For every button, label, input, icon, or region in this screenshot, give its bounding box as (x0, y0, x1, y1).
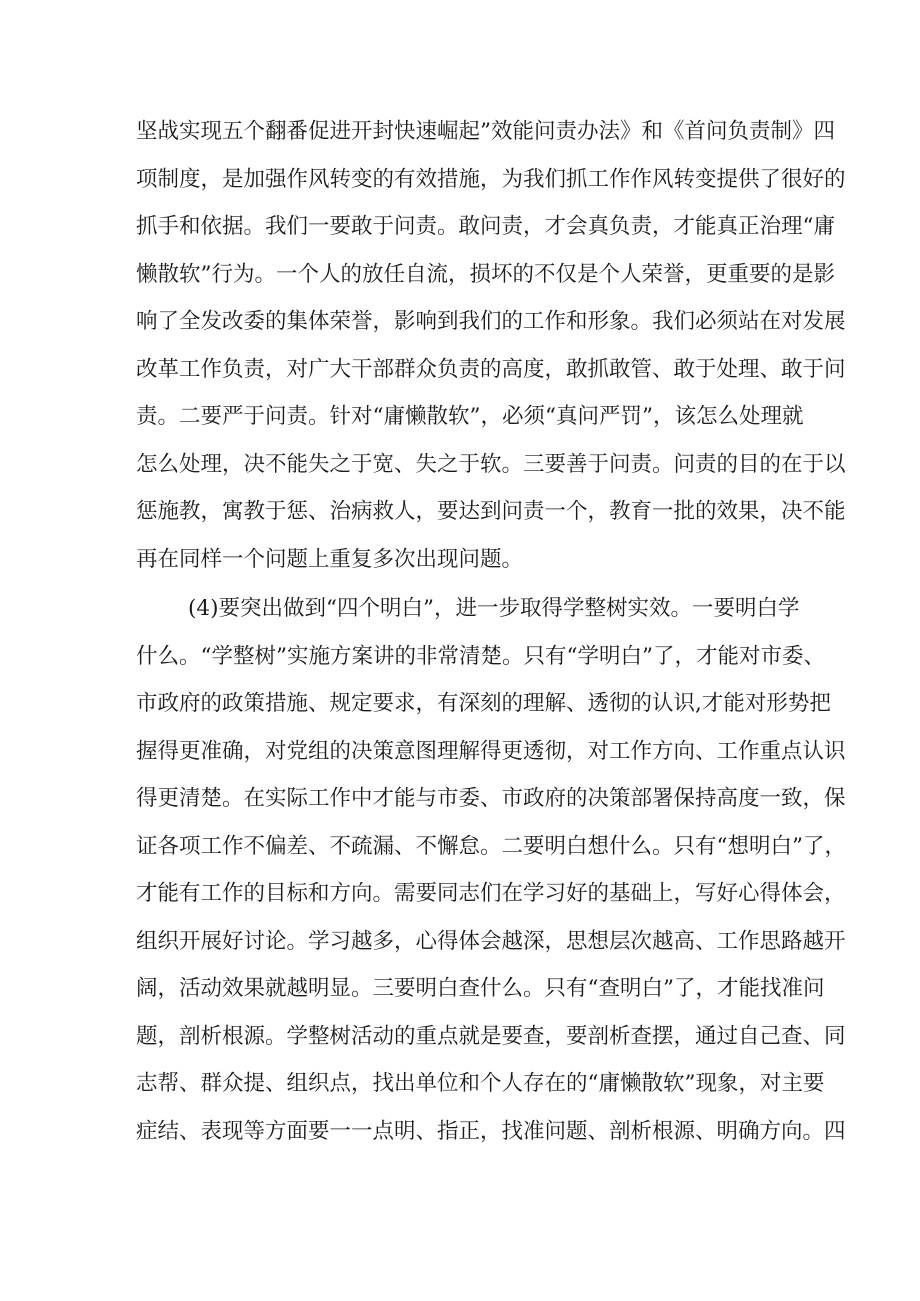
text-line: 再在同样一个问题上重复多次出现问题。 (136, 546, 524, 572)
text-line: 握得更准确，对党组的决策意图理解得更透彻，对工作方向、工作重点认识 (136, 738, 846, 764)
text-line: (4)要突出做到“四个明白”，进一步取得学整树实效。一要明白学 (188, 596, 800, 621)
text-line: 什么。“学整树”实施方案讲的非常清楚。只有“学明白”了，才能对市委、 (136, 643, 825, 669)
text-line: 怎么处理，决不能失之于宽、失之于软。三要善于问责。问责的目的在于以 (136, 451, 846, 477)
text-line: 懒散软”行为。一个人的放任自流，损坏的不仅是个人荣誉，更重要的是影 (136, 261, 835, 287)
text-line: 项制度，是加强作风转变的有效措施，为我们抓工作作风转变提供了很好的 (136, 166, 846, 192)
text-line: 得更清楚。在实际工作中才能与市委、市政府的决策部署保持高度一致，保 (136, 786, 846, 811)
text-line: 症结、表现等方面要一一点明、指正，找准问题、剖析根源、明确方向。四 (136, 1118, 846, 1144)
text-line: 惩施教，寓教于惩、治病救人，要达到问责一个，教育一批的效果，决不能 (136, 499, 846, 524)
text-line: 才能有工作的目标和方向。需要同志们在学习好的基础上，写好心得体会， (136, 881, 846, 906)
text-line: 责。二要严于问责。针对“庸懒散软”，必须“真问严罚”，该怎么处理就 (136, 404, 804, 429)
text-line: 坚战实现五个翻番促进开封快速崛起”效能问责办法》和《首问负责制》四 (136, 119, 835, 144)
document-body (136, 108, 846, 1155)
text-line: 题，剖析根源。学整树活动的重点就是要查，要剖析查摆，通过自己查、同 (136, 1023, 846, 1049)
text-line: 改革工作负责，对广大干部群众负责的高度，敢抓敢管、敢于处理、敢于问 (136, 356, 846, 382)
text-line: 市政府的政策措施、规定要求，有深刻的理解、透彻的认识,才能对形势把 (136, 691, 831, 716)
text-line: 组织开展好讨论。学习越多，心得体会越深，思想层次越高、工作思路越开 (136, 928, 846, 954)
paragraph-1 (136, 108, 846, 583)
text-line: 响了全发改委的集体荣誉，影响到我们的工作和形象。我们必须站在对发展 (136, 309, 846, 334)
text-line: 抓手和依据。我们一要敢于问责。敢问责，才会真负责，才能真正治理“庸 (136, 214, 835, 239)
text-line: 志帮、群众提、组织点，找出单位和个人存在的“庸懒散软”现象，对主要 (136, 1071, 825, 1096)
paragraph-2 (136, 585, 846, 1155)
text-line: 证各项工作不偏差、不疏漏、不懈怠。二要明白想什么。只有“想明白”了， (136, 833, 846, 859)
text-line: 阔，活动效果就越明显。三要明白查什么。只有“查明白”了，才能找准问 (136, 976, 825, 1001)
